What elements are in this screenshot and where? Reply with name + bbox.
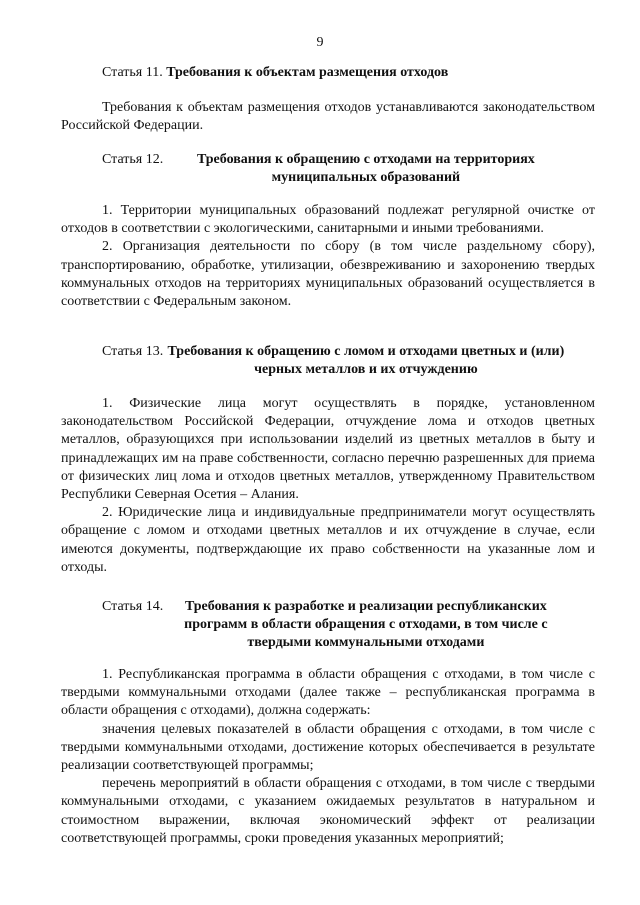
article-13-heading (61, 343, 595, 379)
article-11-paragraph-1: Требования к объектам размещения отходов устанавливаются законодательством Российской Федерации. (61, 100, 595, 134)
page-number: 9 (316, 35, 324, 50)
article-13-paragraph-2: 2. Юридические лица и индивидуальные предприниматели могут осуществлять обращение с ломом и отходами цветных металлов и их отчуждение в случае, если имеются документы, подтверждающие их право собственности на указанные лом и отходы. (61, 505, 595, 575)
article-14-paragraph-1: 1. Республиканская программа в области обращения с отходами, в том числе с твердыми коммунальными отходами (далее также – республиканская программа в области обращения с отходами), должна содержать: (61, 667, 595, 719)
article-14-label: Статья 14. (102, 599, 167, 614)
article-13-title: Требования к обращению с ломом и отходами цветных и (или) черных металлов и их отчуждению (167, 344, 565, 378)
article-14-heading (61, 598, 595, 653)
article-12-title: Требования к обращению с отходами на территориях муниципальных образований (196, 152, 535, 186)
article-14-body (61, 666, 595, 848)
article-13 (61, 343, 595, 379)
article-14 (61, 598, 595, 653)
article-11-heading (61, 64, 595, 82)
article-12-paragraph-1: 1. Территории муниципальных образований подлежат регулярной очистке от отходов в соответствии с экологическими, санитарными и иными требованиями. (61, 203, 595, 237)
article-12-body (61, 202, 595, 311)
article-12-paragraph-2: 2. Организация деятельности по сбору (в том числе раздельному сбору), транспортированию, обработке, утилизации, обезвреживанию и захоронению твердых коммунальных отходов на территориях муниципальных образований осуществляется в соответствии с Федеральным законом. (61, 239, 595, 310)
article-11-body (61, 99, 595, 135)
article-13-paragraph-1: 1. Физические лица могут осуществлять в порядке, установленном законодательством Российской Федерации, отчуждение лома и отходов цветных металлов, образующихся при использовании изделий из цветных металлов в быту и принадлежащих им на праве собственности, согласно перечню разрешенных для приема от физических лиц лома и отходов цветных металлов, утвержденному Правительством Республики Северная Осетия – Алания. (61, 396, 595, 503)
article-12 (61, 151, 595, 187)
article-11-label: Статья 11. (102, 65, 167, 80)
article-13-body (61, 395, 595, 577)
article-11 (61, 64, 595, 82)
article-14-title: Требования к разработке и реализации республиканских программ в области обращения с отходами, в том числе с твердыми коммунальными отходами (184, 599, 548, 651)
article-12-label: Статья 12. (102, 152, 167, 167)
article-14-paragraph-2: значения целевых показателей в области обращения с отходами, в том числе с твердыми коммунальными отходами, достижение которых обеспечивается в результате реализации соответствующей программы; (61, 721, 595, 774)
article-11-title: Требования к объектам размещения отходов (166, 65, 449, 80)
article-13-label: Статья 13. (102, 344, 167, 359)
article-12-heading (61, 151, 595, 187)
article-14-paragraph-3: перечень мероприятий в области обращения с отходами, в том числе с твердыми коммунальными отходами, с указанием ожидаемых результатов в натуральном и стоимостном выражении, включая экономический эффект от реализации соответствующей программы, сроки проведения указанных мероприятий; (61, 776, 595, 846)
